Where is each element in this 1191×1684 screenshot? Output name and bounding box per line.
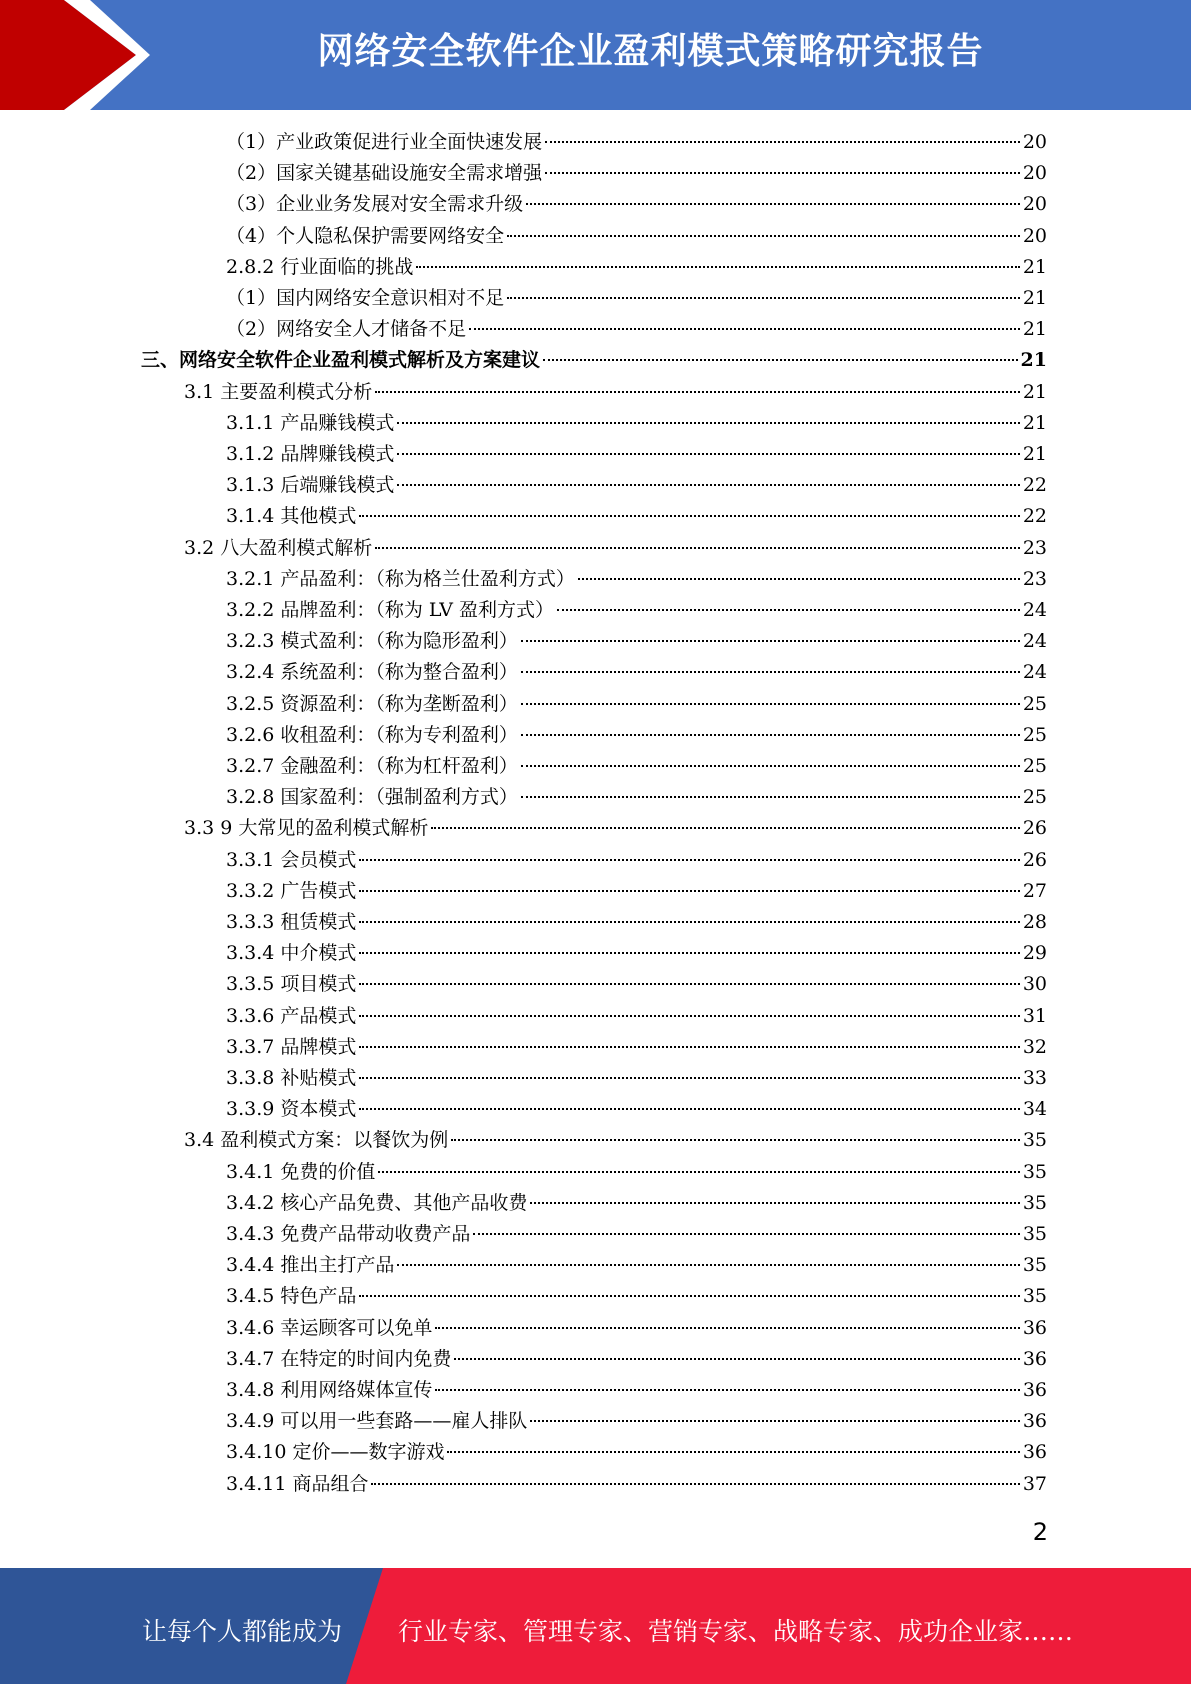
footer-slogan-right: 行业专家、管理专家、营销专家、战略专家、成功企业家…… (398, 1617, 1074, 1646)
toc-dot-leader (543, 359, 1018, 361)
toc-entry-page: 25 (1022, 724, 1047, 746)
toc-entry-title: 2.8.2 行业面临的挑战 (226, 256, 414, 278)
toc-entry[interactable] (226, 470, 1047, 501)
toc-entry[interactable] (226, 1001, 1047, 1032)
toc-entry[interactable] (226, 1032, 1047, 1063)
toc-dot-leader (371, 1483, 1019, 1485)
toc-dot-leader (521, 734, 1020, 736)
toc-entry[interactable] (226, 1344, 1047, 1375)
toc-entry-page: 21 (1022, 443, 1047, 465)
toc-entry-page: 33 (1022, 1067, 1047, 1089)
toc-dot-leader (545, 172, 1020, 174)
toc-entry-page: 35 (1022, 1192, 1047, 1214)
toc-dot-leader (578, 578, 1020, 580)
toc-entry-title: 3.1.2 品牌赚钱模式 (226, 443, 395, 465)
toc-entry-title: （2）国家关键基础设施安全需求增强 (226, 162, 543, 184)
toc-entry-page: 21 (1020, 349, 1047, 371)
toc-dot-leader (435, 1327, 1019, 1329)
toc-dot-leader (526, 203, 1020, 205)
toc-entry-page: 23 (1022, 537, 1047, 559)
toc-dot-leader (359, 921, 1019, 923)
toc-dot-leader (557, 609, 1020, 611)
toc-dot-leader (359, 890, 1019, 892)
toc-entry-title: （4）个人隐私保护需要网络安全 (226, 225, 505, 247)
toc-entry-title: 3.1.1 产品赚钱模式 (226, 412, 395, 434)
page-footer (0, 1568, 1191, 1684)
toc-entry-title: 3.4.10 定价——数字游戏 (226, 1441, 445, 1463)
toc-entry-page: 26 (1022, 817, 1047, 839)
toc-dot-leader (530, 1202, 1019, 1204)
toc-entry[interactable] (226, 1250, 1047, 1281)
toc-dot-leader (521, 765, 1020, 767)
report-title: 网络安全软件企业盈利模式策略研究报告 (317, 31, 984, 72)
toc-entry-title: 3.1.3 后端赚钱模式 (226, 474, 395, 496)
toc-entry-title: 3.2.7 金融盈利：（称为杠杆盈利） (226, 755, 518, 777)
toc-entry-page: 20 (1022, 162, 1047, 184)
toc-entry[interactable] (184, 533, 1047, 564)
toc-entry-page: 20 (1022, 193, 1047, 215)
toc-entry-title: 3.2.3 模式盈利：（称为隐形盈利） (226, 630, 518, 652)
toc-dot-leader (454, 1358, 1019, 1360)
toc-entry-title: 3.4.7 在特定的时间内免费 (226, 1348, 452, 1370)
toc-entry-title: 3.3.7 品牌模式 (226, 1036, 357, 1058)
toc-entry[interactable] (226, 626, 1047, 657)
toc-entry[interactable] (226, 751, 1047, 782)
toc-entry-title: 3.3 9 大常见的盈利模式解析 (184, 817, 429, 839)
toc-entry-page: 36 (1022, 1410, 1047, 1432)
toc-entry-page: 36 (1022, 1317, 1047, 1339)
footer-slogan-left: 让每个人都能成为 (142, 1617, 343, 1646)
toc-entry[interactable] (226, 845, 1047, 876)
toc-entry-title: 3.3.5 项目模式 (226, 973, 357, 995)
toc-entry[interactable] (226, 1094, 1047, 1125)
toc-dot-leader (378, 1171, 1019, 1173)
toc-entry[interactable] (226, 689, 1047, 720)
toc-dot-leader (451, 1139, 1020, 1141)
toc-entry-page: 35 (1022, 1129, 1047, 1151)
toc-entry-page: 36 (1022, 1348, 1047, 1370)
toc-dot-leader (359, 1295, 1019, 1297)
toc-dot-leader (397, 453, 1019, 455)
toc-entry-page: 36 (1022, 1441, 1047, 1463)
toc-dot-leader (521, 703, 1020, 705)
toc-entry-page: 21 (1022, 381, 1047, 403)
toc-dot-leader (431, 827, 1019, 829)
toc-entry[interactable] (226, 1063, 1047, 1094)
toc-dot-leader (359, 952, 1019, 954)
page-number: 2 (1032, 1518, 1048, 1546)
toc-entry[interactable] (226, 969, 1047, 1000)
toc-entry-title: 3.2.8 国家盈利：（强制盈利方式） (226, 786, 518, 808)
toc-entry[interactable] (226, 1157, 1047, 1188)
toc-dot-leader (521, 671, 1020, 673)
toc-entry[interactable] (226, 782, 1047, 813)
toc-dot-leader (359, 1015, 1019, 1017)
toc-entry[interactable] (226, 1219, 1047, 1250)
toc-entry-page: 30 (1022, 973, 1047, 995)
toc-entry-page: 21 (1022, 256, 1047, 278)
toc-entry-title: 3.3.1 会员模式 (226, 849, 357, 871)
toc-entry[interactable] (226, 1469, 1047, 1500)
toc-entry-title: 3.4.1 免费的价值 (226, 1161, 376, 1183)
toc-entry-title: 3.2.6 收租盈利：（称为专利盈利） (226, 724, 518, 746)
toc-dot-leader (507, 235, 1020, 237)
toc-entry-page: 20 (1022, 131, 1047, 153)
toc-entry-page: 23 (1022, 568, 1047, 590)
toc-entry-title: 3.3.4 中介模式 (226, 942, 357, 964)
toc-entry-title: （3）企业业务发展对安全需求升级 (226, 193, 524, 215)
toc-entry[interactable] (226, 1281, 1047, 1312)
toc-entry[interactable] (226, 564, 1047, 595)
toc-entry[interactable] (226, 252, 1047, 283)
toc-entry-title: 3.2.4 系统盈利：（称为整合盈利） (226, 661, 518, 683)
toc-dot-leader (416, 266, 1019, 268)
toc-entry-page: 20 (1022, 225, 1047, 247)
toc-entry-page: 21 (1022, 412, 1047, 434)
toc-entry-page: 22 (1022, 505, 1047, 527)
toc-entry[interactable] (226, 1406, 1047, 1437)
toc-entry-page: 25 (1022, 693, 1047, 715)
toc-dot-leader (397, 1264, 1019, 1266)
toc-entry-page: 37 (1022, 1473, 1047, 1495)
toc-entry-page: 29 (1022, 942, 1047, 964)
toc-dot-leader (397, 422, 1019, 424)
toc-entry[interactable] (226, 1437, 1047, 1468)
toc-entry-title: 3.3.2 广告模式 (226, 880, 357, 902)
toc-entry-title: 3.3.8 补贴模式 (226, 1067, 357, 1089)
toc-entry-title: 3.3.6 产品模式 (226, 1005, 357, 1027)
toc-entry[interactable] (226, 127, 1047, 158)
toc-entry-title: 3.2.1 产品盈利：（称为格兰仕盈利方式） (226, 568, 575, 590)
toc-entry-page: 26 (1022, 849, 1047, 871)
toc-entry-title: 3.4 盈利模式方案：以餐饮为例 (184, 1129, 449, 1151)
toc-dot-leader (359, 983, 1019, 985)
toc-entry-title: 3.2 八大盈利模式解析 (184, 537, 373, 559)
toc-dot-leader (359, 1108, 1019, 1110)
toc-dot-leader (359, 1046, 1019, 1048)
toc-dot-leader (507, 297, 1020, 299)
toc-entry-page: 25 (1022, 755, 1047, 777)
toc-entry-title: （2）网络安全人才储备不足 (226, 318, 467, 340)
toc-entry[interactable] (226, 938, 1047, 969)
toc-entry[interactable] (226, 1375, 1047, 1406)
toc-entry-title: 3.4.8 利用网络媒体宣传 (226, 1379, 433, 1401)
toc-entry-title: 3.1.4 其他模式 (226, 505, 357, 527)
toc-entry-title: （1）国内网络安全意识相对不足 (226, 287, 505, 309)
toc-entry[interactable] (226, 1313, 1047, 1344)
toc-dot-leader (530, 1420, 1019, 1422)
toc-entry-title: （1）产业政策促进行业全面快速发展 (226, 131, 543, 153)
toc-entry[interactable] (226, 1188, 1047, 1219)
toc-entry-title: 3.3.3 租赁模式 (226, 911, 357, 933)
toc-entry-title: 3.4.5 特色产品 (226, 1285, 357, 1307)
page-header (0, 0, 1191, 110)
toc-entry-page: 32 (1022, 1036, 1047, 1058)
toc-entry-page: 31 (1022, 1005, 1047, 1027)
toc-entry[interactable] (184, 1125, 1047, 1156)
toc-dot-leader (359, 1077, 1019, 1079)
toc-entry-page: 34 (1022, 1098, 1047, 1120)
toc-entry[interactable] (226, 657, 1047, 688)
toc-entry[interactable] (226, 221, 1047, 252)
toc-entry-page: 24 (1022, 599, 1047, 621)
toc-entry-page: 27 (1022, 880, 1047, 902)
toc-entry[interactable] (226, 876, 1047, 907)
toc-entry-page: 35 (1022, 1285, 1047, 1307)
toc-dot-leader (375, 547, 1020, 549)
toc-entry[interactable] (226, 283, 1047, 314)
toc-entry-page: 21 (1022, 318, 1047, 340)
toc-entry[interactable] (226, 408, 1047, 439)
toc-dot-leader (447, 1451, 1019, 1453)
toc-entry[interactable] (226, 314, 1047, 345)
toc-entry-title: 三、网络安全软件企业盈利模式解析及方案建议 (141, 349, 541, 371)
toc-entry-page: 28 (1022, 911, 1047, 933)
toc-entry-title: 3.1 主要盈利模式分析 (184, 381, 373, 403)
toc-entry[interactable] (226, 501, 1047, 532)
toc-entry[interactable] (184, 813, 1047, 844)
toc-dot-leader (521, 640, 1020, 642)
toc-entry-page: 25 (1022, 786, 1047, 808)
toc-entry[interactable] (184, 377, 1047, 408)
toc-entry-page: 24 (1022, 630, 1047, 652)
toc-dot-leader (521, 796, 1020, 798)
toc-entry-page: 21 (1022, 287, 1047, 309)
toc-dot-leader (469, 328, 1020, 330)
toc-entry-title: 3.2.5 资源盈利：（称为垄断盈利） (226, 693, 518, 715)
toc-entry-page: 36 (1022, 1379, 1047, 1401)
toc-dot-leader (359, 859, 1019, 861)
toc-entry-title: 3.3.9 资本模式 (226, 1098, 357, 1120)
toc-entry[interactable] (226, 720, 1047, 751)
toc-entry-title: 3.2.2 品牌盈利：（称为 LV 盈利方式） (226, 599, 555, 621)
toc-entry-page: 35 (1022, 1223, 1047, 1245)
toc-dot-leader (359, 515, 1019, 517)
toc-entry[interactable] (226, 158, 1047, 189)
toc-dot-leader (435, 1389, 1019, 1391)
toc-entry-title: 3.4.9 可以用一些套路——雇人排队 (226, 1410, 528, 1432)
toc-entry-page: 35 (1022, 1161, 1047, 1183)
toc-entry[interactable] (226, 439, 1047, 470)
toc-entry[interactable] (226, 907, 1047, 938)
toc-entry-page: 22 (1022, 474, 1047, 496)
toc-entry-title: 3.4.2 核心产品免费、其他产品收费 (226, 1192, 528, 1214)
toc-dot-leader (545, 141, 1020, 143)
toc-entry-page: 35 (1022, 1254, 1047, 1276)
toc-entry-title: 3.4.4 推出主打产品 (226, 1254, 395, 1276)
toc-entry-page: 24 (1022, 661, 1047, 683)
toc-entry-title: 3.4.11 商品组合 (226, 1473, 369, 1495)
toc-entry[interactable] (226, 595, 1047, 626)
toc-dot-leader (375, 391, 1020, 393)
toc-entry-title: 3.4.3 免费产品带动收费产品 (226, 1223, 471, 1245)
toc-entry-title: 3.4.6 幸运顾客可以免单 (226, 1317, 433, 1339)
toc-entry[interactable] (226, 189, 1047, 220)
toc-dot-leader (397, 484, 1019, 486)
toc-entry[interactable] (141, 345, 1047, 376)
toc-dot-leader (473, 1233, 1019, 1235)
